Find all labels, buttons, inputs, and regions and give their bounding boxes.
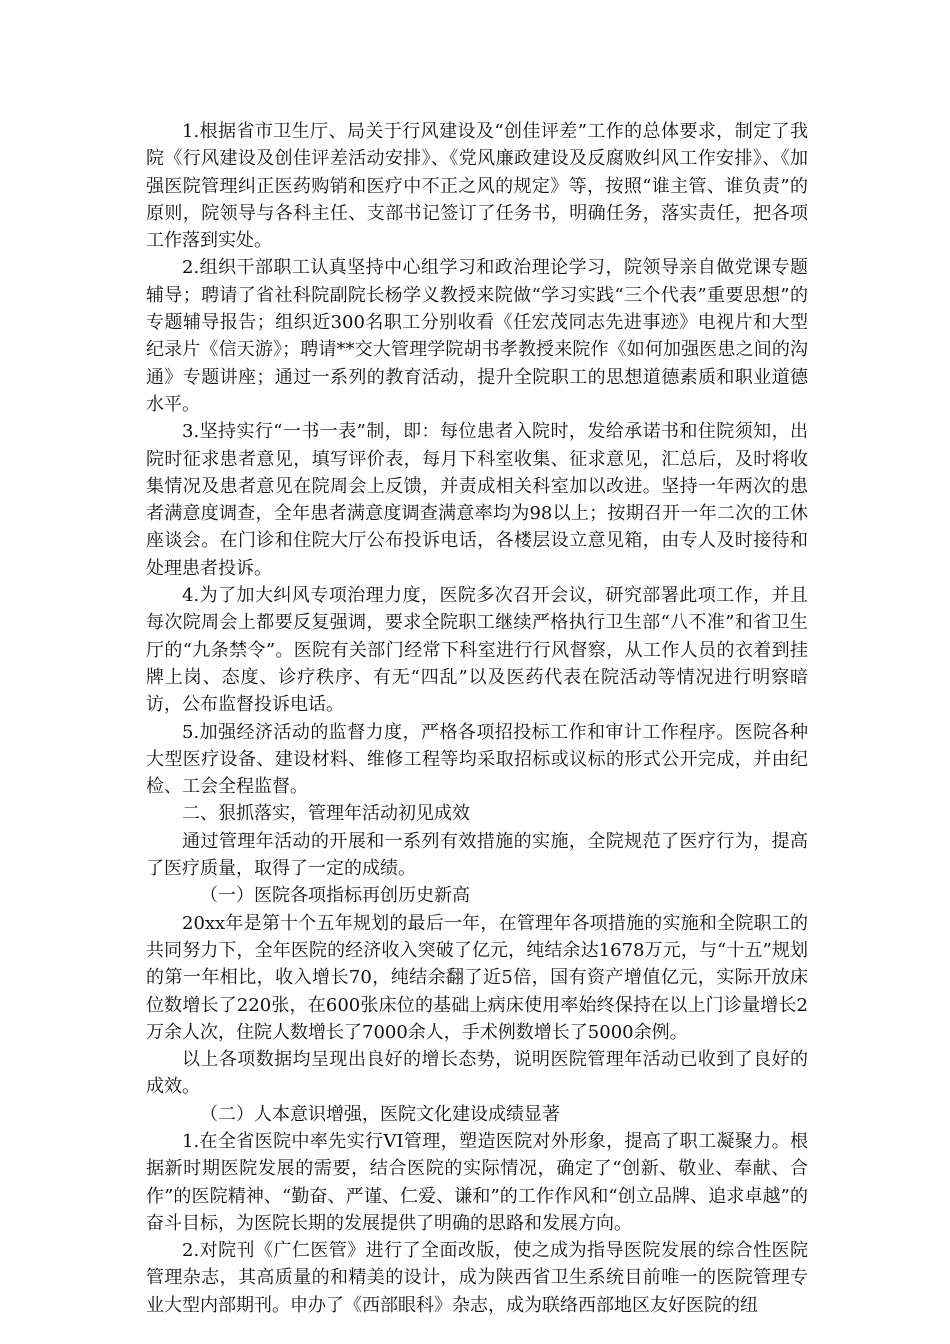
- section-heading-2: 二、狠抓落实，管理年活动初见成效: [182, 803, 470, 825]
- paragraph-statistics: 20xx年是第十个五年规划的最后一年，在管理年各项措施的实施和全院职工的共同努力下，全年医院的经济收入突破了亿元，纯结余达1678万元，与“十五”规划的第一年相比，收入增长70，纯结余翻了近5倍，国有资产增值亿元，实际开放床位数增长了220张，在600张床位的基础上病床使用率始终保持在以上门诊量增长2万余人次，住院人数增长了7000余人，手术例数增长了5000余例。: [146, 912, 808, 1043]
- paragraph-rectification: 4.为了加大纠风专项治理力度，医院多次召开会议，研究部署此项工作，并且每次院周会上都要反复强调，要求全院职工继续严格执行卫生部“八不准”和省卫生厅的“九条禁令”。医院有关部门经常下科室进行行风督察，从工作人员的衣着到挂牌上岗、态度、诊疗秩序、有无“四乱”以及医药代表在院活动等情况进行明察暗访，公布监督投诉电话。: [146, 585, 808, 716]
- paragraph-vi-management: 1.在全省医院中率先实行VI管理，塑造医院对外形象，提高了职工凝聚力。根据新时期医院发展的需要，结合医院的实际情况，确定了“创新、敬业、奉献、合作”的医院精神、“勤奋、严谨、仁爱、谦和”的工作作风和“创立品牌、追求卓越”的奋斗目标，为医院长期的发展提供了明确的思路和发展方向。: [146, 1130, 808, 1234]
- paragraph-journal: 2.对院刊《广仁医管》进行了全面改版，使之成为指导医院发展的综合性医院管理杂志，其高质量的和精美的设计，成为陕西省卫生系统目前唯一的医院管理专业大型内部期刊。申办了《西部眼科》杂志，成为联络西部地区友好医院的纽: [146, 1240, 808, 1316]
- document-body: [146, 118, 808, 1319]
- subsection-heading-2: （二）人本意识增强，医院文化建设成绩显著: [200, 1103, 560, 1125]
- paragraph-one-book-one-form: 3.坚持实行“一书一表”制，即：每位患者入院时，发给承诺书和住院须知，出院时征求患者意见，填写评价表，每月下科室收集、征求意见，汇总后，及时将收集情况及患者意见在院周会上反馈，并责成相关科室加以改进。坚持一年两次的患者满意度调查，全年患者满意度调查满意率均为98以上；按期召开一年二次的工休座谈会。在门诊和住院大厅公布投诉电话，各楼层设立意见箱，由专人及时接待和处理患者投诉。: [146, 421, 808, 579]
- paragraph-growth-summary: 以上各项数据均呈现出良好的增长态势，说明医院管理年活动已收到了良好的成效。: [146, 1049, 808, 1098]
- subsection-heading-1: （一）医院各项指标再创历史新高: [200, 885, 470, 907]
- paragraph-achievements-intro: 通过管理年活动的开展和一系列有效措施的实施，全院规范了医疗行为，提高了医疗质量，取得了一定的成绩。: [146, 830, 808, 880]
- paragraph-economic-supervision: 5.加强经济活动的监督力度，严格各项招投标工作和审计工作程序。医院各种大型医疗设备、建设材料、维修工程等均采取招标或议标的形式公开完成，并由纪检、工会全程监督。: [146, 721, 808, 798]
- paragraph-responsibility: 1.根据省市卫生厅、局关于行风建设及“创佳评差”工作的总体要求，制定了我院《行风建设及创佳评差活动安排》、《党风廉政建设及反腐败纠风工作安排》、《加强医院管理纠正医药购销和医疗中不正之风的规定》等，按照“谁主管、谁负责”的原则，院领导与各科主任、支部书记签订了任务书，明确任务，落实责任，把各项工作落到实处。: [146, 121, 808, 252]
- paragraph-education: 2.组织干部职工认真坚持中心组学习和政治理论学习，院领导亲自做党课专题辅导；聘请了省社科院副院长杨学义教授来院做“学习实践“三个代表”重要思想”的专题辅导报告；组织近300名职工分别收看《任宏茂同志先进事迹》电视片和大型纪录片《信天游》；聘请**交大管理学院胡书孝教授来院作《如何加强医患之间的沟通》专题讲座；通过一系列的教育活动，提升全院职工的思想道德素质和职业道德水平。: [146, 257, 808, 415]
